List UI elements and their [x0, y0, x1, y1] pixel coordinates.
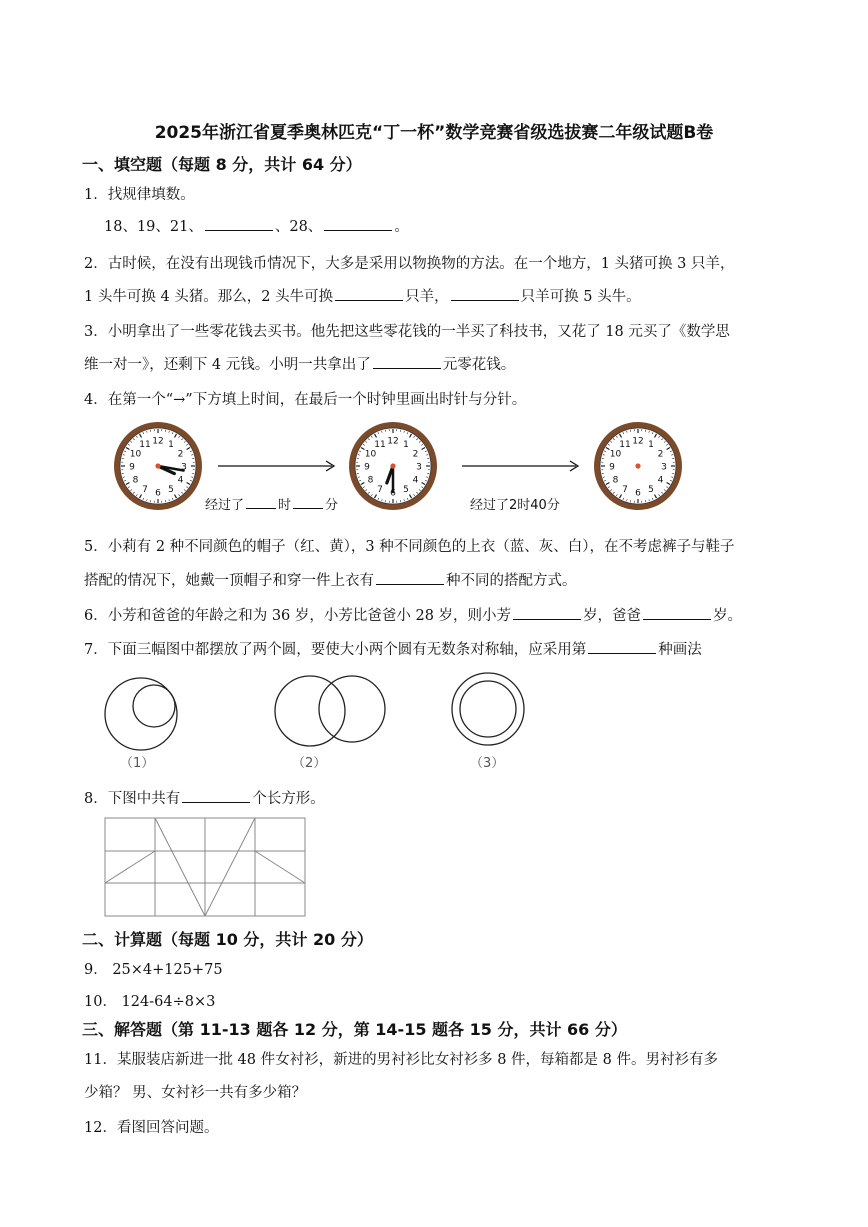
- sequence-text: 。: [394, 219, 409, 235]
- figure-label-1: （1）: [120, 756, 155, 771]
- clock-numeral: 4: [412, 475, 419, 486]
- clock-hub: [635, 463, 640, 468]
- question-3-line1: 3．小明拿出了一些零花钱去买书。他先把这些零花钱的一半买了科技书，又花了 18 元买了《数学思: [84, 324, 730, 340]
- answer-blank[interactable]: [643, 605, 711, 620]
- question-12: 12．看图回答问题。: [84, 1120, 219, 1136]
- clock-numeral: 3: [416, 462, 422, 473]
- clock-numeral: 2: [177, 449, 184, 460]
- arrow-1: [218, 461, 334, 471]
- circles-figure: [96, 664, 536, 754]
- hours-blank[interactable]: [246, 494, 276, 509]
- question-10: 10． 124-64÷8×3: [84, 994, 216, 1010]
- question-11-line1: 11．某服装店新进一批 48 件女衬衫，新进的男衬衫比女衬衫多 8 件，每箱都是 8 件。男衬衫有多: [84, 1052, 719, 1068]
- question-text: 6．小芳和爸爸的年龄之和为 36 岁，小芳比爸爸小 28 岁，则小芳: [84, 608, 512, 624]
- clock-numeral: 8: [367, 475, 374, 486]
- clock-numeral: 2: [412, 449, 419, 460]
- question-text: 种画法: [658, 642, 702, 658]
- elapsed-caption-2: 经过了2时40分: [470, 498, 560, 513]
- question-7: [84, 638, 702, 659]
- sequence-text: 、28、: [274, 219, 323, 235]
- clock-numeral: 6: [390, 488, 396, 499]
- caption-text: 时: [278, 498, 292, 513]
- answer-blank[interactable]: [513, 605, 581, 620]
- clock-numeral: 5: [648, 485, 654, 496]
- elapsed-caption-1: [205, 494, 338, 513]
- caption-text: 分: [325, 498, 339, 513]
- question-text: 个长方形。: [252, 791, 325, 807]
- clock-numeral: 2: [657, 449, 664, 460]
- question-4: 4．在第一个“→”下方填上时间，在最后一个时钟里画出时针与分针。: [84, 392, 527, 408]
- clock-numeral: 7: [377, 485, 383, 496]
- question-text: 找规律填数。: [107, 187, 195, 203]
- clock-numeral: 6: [155, 488, 161, 499]
- clock-numeral: 10: [609, 449, 622, 460]
- clock-numeral: 7: [622, 485, 628, 496]
- answer-blank[interactable]: [588, 639, 656, 654]
- question-text: 维一对一》，还剩下 4 元钱。小明一共拿出了: [84, 357, 371, 373]
- question-text: 只羊可换 5 头牛。: [520, 289, 641, 305]
- clock-numeral: 8: [612, 475, 619, 486]
- clock-numeral: 11: [374, 439, 386, 450]
- circle-figure-1: [105, 678, 177, 750]
- clock-3: [594, 422, 682, 510]
- clock-2: [349, 422, 437, 510]
- question-6: [84, 604, 742, 625]
- clock-numeral: 10: [364, 449, 377, 460]
- clock-numeral: 7: [142, 485, 148, 496]
- question-1-sequence: [104, 215, 409, 236]
- circle-figure-2: [275, 676, 385, 746]
- clock-numeral: 10: [129, 449, 142, 460]
- clock-numeral: 12: [632, 436, 644, 447]
- circle-figure-3: [452, 673, 524, 745]
- section-heading-fill-in: 一、填空题（每题 8 分，共计 64 分）: [82, 155, 362, 174]
- clock-numeral: 9: [609, 462, 615, 473]
- clock-numeral: 5: [403, 485, 409, 496]
- answer-blank[interactable]: [205, 216, 273, 231]
- question-1: [84, 183, 195, 204]
- clock-numeral: 1: [648, 439, 654, 450]
- clock-numeral: 4: [657, 475, 664, 486]
- clock-numeral: 8: [132, 475, 139, 486]
- clock-numeral: 12: [387, 436, 399, 447]
- minutes-blank[interactable]: [293, 494, 323, 509]
- question-text: 7．下面三幅图中都摆放了两个圆，要使大小两个圆有无数条对称轴，应采用第: [84, 642, 587, 658]
- clock-numeral: 1: [168, 439, 174, 450]
- caption-text: 经过了: [205, 498, 245, 513]
- question-3-line2: [84, 353, 515, 374]
- question-5-line1: 5．小莉有 2 种不同颜色的帽子（红、黄），3 种不同颜色的上衣（蓝、灰、白），在不考虑裤子与鞋子: [84, 539, 735, 555]
- question-9: 9． 25×4+125+75: [84, 962, 223, 978]
- question-8: [84, 787, 325, 808]
- clock-numeral: 3: [661, 462, 667, 473]
- answer-blank[interactable]: [451, 286, 519, 301]
- question-text: 元零花钱。: [442, 357, 516, 373]
- figure-label-2: （2）: [292, 756, 327, 771]
- question-11-line2: 少箱？ 男、女衬衫一共有多少箱？: [84, 1085, 307, 1101]
- page-title: 2025年浙江省夏季奥林匹克“丁一杯”数学竞赛省级选拔赛二年级试题B卷: [154, 123, 714, 143]
- question-5-line2: [84, 569, 577, 590]
- question-text: 8．下图中共有: [84, 791, 181, 807]
- clock-hub: [155, 463, 160, 468]
- answer-blank[interactable]: [182, 788, 250, 803]
- section-heading-solve: 三、解答题（第 11-13 题各 12 分，第 14-15 题各 15 分，共计 66 分）: [82, 1020, 627, 1039]
- question-text: 只羊，: [405, 289, 449, 305]
- clock-numeral: 12: [152, 436, 164, 447]
- question-2-line2: [84, 285, 641, 306]
- answer-blank[interactable]: [335, 286, 403, 301]
- arrow-2: [462, 461, 578, 471]
- sequence-text: 18、19、21、: [104, 219, 203, 235]
- answer-blank[interactable]: [376, 570, 444, 585]
- question-text: 种不同的搭配方式。: [446, 573, 577, 589]
- section-heading-calculation: 二、计算题（每题 10 分，共计 20 分）: [82, 930, 373, 949]
- question-text: 搭配的情况下，她戴一顶帽子和穿一件上衣有: [84, 573, 374, 589]
- clock-numeral: 6: [635, 488, 641, 499]
- answer-blank[interactable]: [373, 354, 441, 369]
- question-text: 1 头牛可换 4 头猪。那么，2 头牛可换: [84, 289, 334, 305]
- figure-label-3: （3）: [470, 756, 505, 771]
- clocks-figure: [110, 418, 690, 518]
- clock-numeral: 9: [129, 462, 135, 473]
- question-2-line1: 2．古时候，在没有出现钱币情况下，大多是采用以物换物的方法。在一个地方，1 头猪可换 3 只羊，: [84, 256, 735, 272]
- clock-numeral: 1: [403, 439, 409, 450]
- clock-hub: [390, 463, 395, 468]
- question-text: 岁。: [713, 608, 743, 624]
- clock-numeral: 9: [364, 462, 370, 473]
- clock-numeral: 3: [181, 462, 187, 473]
- question-text: 岁，爸爸: [583, 608, 642, 624]
- answer-blank[interactable]: [324, 216, 392, 231]
- question-number: 1．: [84, 187, 108, 203]
- clock-numeral: 11: [619, 439, 631, 450]
- clock-numeral: 11: [139, 439, 151, 450]
- rectangle-grid-figure: [104, 817, 306, 919]
- clock-numeral: 5: [168, 485, 174, 496]
- clock-numeral: 4: [177, 475, 184, 486]
- clock-1: [114, 422, 202, 510]
